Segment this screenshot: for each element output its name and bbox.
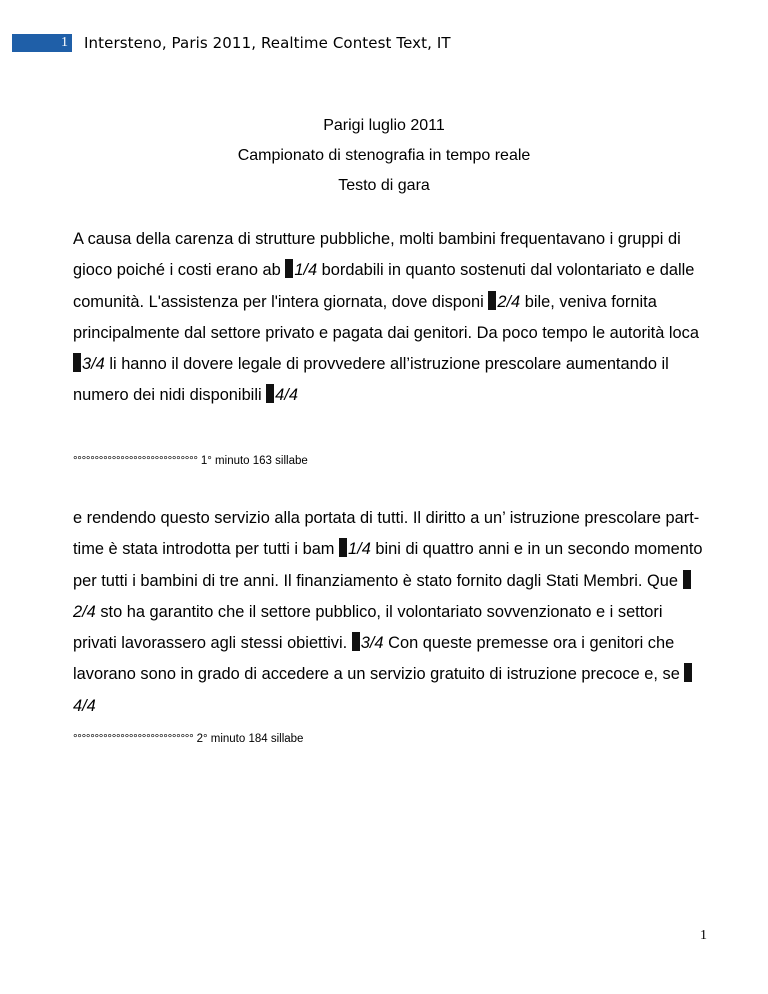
title-line-3: Testo di gara [338, 177, 430, 194]
quarter-marker: 1/4 [285, 261, 317, 279]
block-marker-icon [683, 570, 691, 589]
block-marker-icon [285, 259, 293, 278]
block-marker-icon [73, 353, 81, 372]
dots-separator: °°°°°°°°°°°°°°°°°°°°°°°°°°°° [73, 733, 194, 745]
text-segment: sto ha garantito che il settore pubblico, il volontariato sovvenzionato e i settori privati lavorassero agli stessi obiettivi. [73, 602, 663, 653]
text-segment: A causa della carenza di strutture pubbliche, molti bambini frequentavano i gruppi di gioco poiché i costi erano ab [73, 230, 681, 280]
text-segment: bile, veniva fornita principalmente dal settore privato e pagata dai genitori. Da poco tempo le autorità loca [73, 292, 699, 342]
footer-page-number: 1 [700, 928, 707, 943]
block-marker-icon [488, 291, 496, 310]
text-segment: e rendendo questo servizio alla portata di tutti. Il diritto a un’ istruzione prescolare part-time è stata introdotta per tutti i bam [73, 509, 700, 559]
title-line-1: Parigi luglio 2011 [323, 117, 445, 134]
block-marker-icon [339, 538, 347, 557]
minute-label: 2° minuto 184 sillabe [193, 733, 304, 745]
quarter-marker: 2/4 [488, 293, 520, 311]
quarter-marker: 3/4 [352, 634, 384, 652]
header-title: Intersteno, Paris 2011, Realtime Contest Text, IT [84, 34, 451, 52]
quarter-marker: 4/4 [266, 386, 298, 404]
page-header [12, 33, 451, 53]
quarter-marker: 1/4 [339, 540, 371, 558]
text-segment: bordabili in quanto sostenuti dal volontariato e dalle comunità. L'assistenza per l'intera giornata, dove disponi [73, 261, 695, 311]
text-segment: bini di quattro anni e in un secondo momento per tutti i bambini di tre anni. Il finanziamento è stato fornito dagli Stati Membri. Que [73, 540, 703, 590]
minute-2-note [73, 733, 303, 745]
minute-label: 1° minuto 163 sillabe [197, 455, 308, 467]
document-titles [0, 116, 768, 206]
header-page-number: 1 [12, 34, 72, 52]
block-marker-icon [266, 384, 274, 403]
block-marker-icon [352, 632, 360, 651]
block-marker-icon [684, 663, 692, 682]
text-segment: Con queste premesse ora i genitori che lavorano sono in grado di accedere a un servizio gratuito di istruzione precoce e, se [73, 634, 685, 684]
quarter-marker: 4/4 [73, 665, 693, 714]
paragraph-2 [73, 503, 703, 722]
dots-separator: °°°°°°°°°°°°°°°°°°°°°°°°°°°°° [73, 455, 198, 467]
minute-1-note [73, 455, 308, 467]
text-segment: li hanno il dovere legale di provvedere all’istruzione prescolare aumentando il numero dei nidi disponibili [73, 355, 669, 405]
quarter-marker: 3/4 [73, 355, 105, 373]
quarter-marker: 2/4 [73, 572, 692, 621]
title-line-2: Campionato di stenografia in tempo reale [237, 147, 531, 164]
paragraph-1 [73, 224, 703, 412]
